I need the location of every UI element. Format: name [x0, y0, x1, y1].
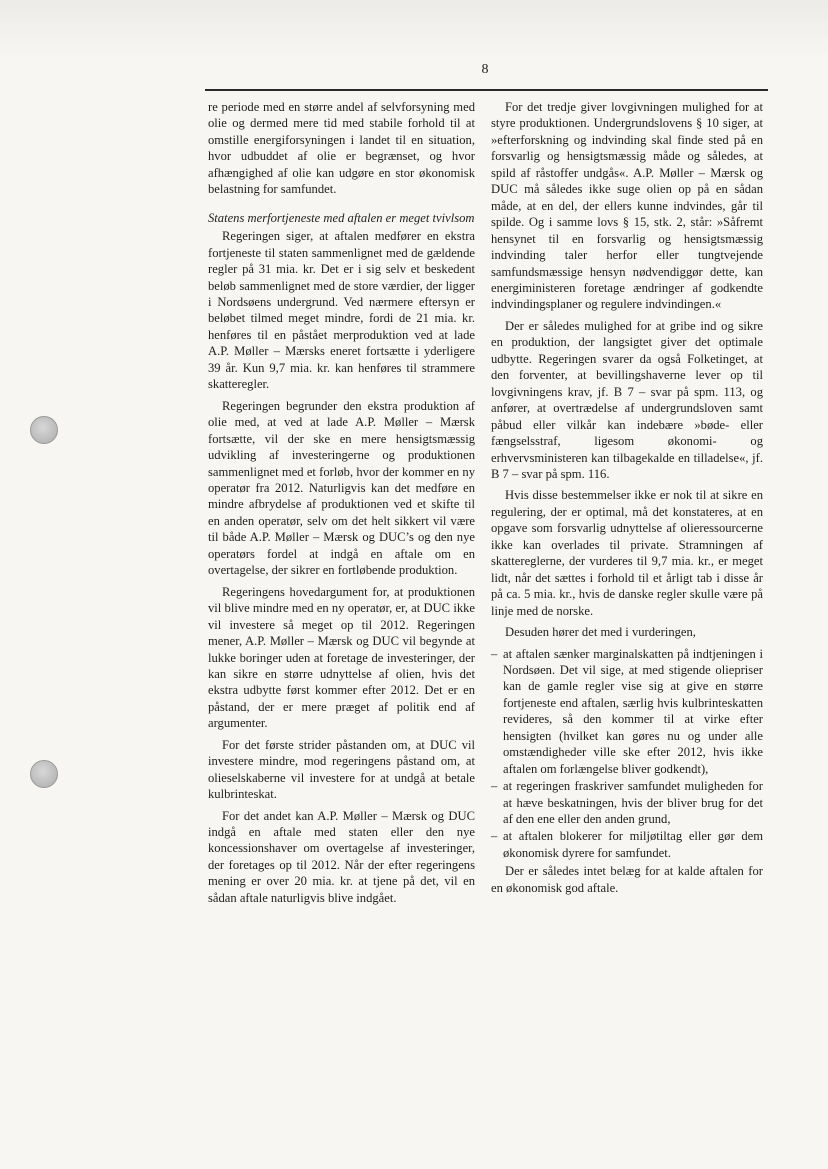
bullet-list	[491, 646, 763, 862]
left-paragraph-6: For det andet kan A.P. Møller – Mærsk og DUC indgå en aftale med staten eller den nye koncessionshaver om overtagelse af investeringer, der foretages op til 2012. Når der efter regeringens mening er over 20 mia. kr. at tjene på det, vil en sådan aftale naturligvis blive indgået.	[208, 808, 475, 905]
right-paragraph-3: Hvis disse bestemmelser ikke er nok til at sikre en regulering, der er optimal, må det konstateres, at en opgave som forsvarlig udnyttelse af olieressourcerne ikke kan overlades til private. Stramningen af skattereglerne, der vurderes til 9,7 mia. kr., er meget lidt, når det sættes i forhold til et årligt tab i disse år på ca. 5 mia. kr., hvis de danske regler skulle være på linje med de norske.	[491, 488, 763, 618]
left-paragraph-5: For det første strider påstanden om, at DUC vil investere mindre, mod regeringens påstand om, at olieselskaberne vil investere for at undgå at betale kulbrinteskat.	[208, 737, 475, 802]
left-paragraph-3: Regeringen begrunder den ekstra produktion af olie med, at ved at lade A.P. Møller – Mærsk fortsætte, vil der ske en mere hensigtsmæssig udvikling af investeringerne og produktionen sammenlignet med et forløb, hvor der kommer en ny operatør fra 2012. Naturligvis kan det medføre en mindre afbrydelse af produktionen ved et skifte til en anden operatør, selv om det helt sikkert vil være til både A.P. Møller – Mærsk og DUC’s og den nye operatørs fordel at indgå en aftale om en overtagelse, der sikrer en fortløbende produktion.	[208, 398, 475, 578]
bullet-text: at aftalen blokerer for miljøtiltag eller gør dem økonomisk dyrere for samfundet.	[503, 829, 763, 860]
right-paragraph-1: For det tredje giver lovgivningen mulighed for at styre produktionen. Undergrundslovens § 10 siger, at »efterforskning og indvinding skal finde sted på en forsvarlig og hensigtsmæssig måde og således, at spild af råstoffer undgås«. A.P. Møller – Mærsk og DUC må således ikke suge olien op på en sådan måde, at en del, der ellers kunne indvindes, går til spilde. Og i samme lovs § 15, stk. 2, står: »Såfremt hensynet til en forsvarlig og hensigtsmæssig indvinding taler herfor eller tungtvejende samfundsmæssige hensyn nødvendiggør dette, kan energiministeren foretage ændringer af godkendte indvindingsplaner og regulere indvindingen.«	[491, 100, 763, 312]
right-paragraph-2: Der er således mulighed for at gribe ind og sikre en produktion, der langsigtet giver det optimale udbytte. Regeringen svarer da også Folketinget, at den forventer, at bevillingshaverne lever op til lovgivningens krav, jf. B 7 – svar på spm. 113, og anfører, at overtrædelse af undergrundsloven samt påbud eller vilkår kan indebære »bøde- eller fængselsstraf, ligesom økonomi- og erhvervsministeren kan tilbagekalde en tilladelse«, jf. B 7 – svar på spm. 116.	[491, 318, 763, 481]
header-rule	[205, 89, 768, 91]
right-paragraph-4: Desuden hører det med i vurderingen,	[505, 625, 696, 640]
right-column	[491, 99, 763, 901]
left-paragraph-2: Regeringen siger, at aftalen medfører en ekstra fortjeneste til staten sammenlignet med de gældende regler på 31 mia. kr. Det er i sig selv et beskedent beløb sammenlignet med de store værdier, der ligger i Nordsøens undergrund. Ved nærmere eftersyn er beløbet tilmed meget mindre, fordi de 21 mia. kr. henføres til en påstået merproduktion ved at lade A.P. Møller – Mærsks eneret fortsætte i yderligere 39 år. Kun 9,7 mia. kr. kan henføres til strammere skatteregler.	[208, 229, 475, 392]
punch-hole-top	[30, 416, 58, 444]
left-paragraph-4: Regeringens hovedargument for, at produktionen vil blive mindre med en ny operatør, er, at DUC ikke vil investere så meget op til 2012. Regeringen mener, A.P. Møller – Mærsk og DUC vil begynde at lukke boringer uden at foretage de investeringer, der kan sikre en større udnyttelse af olien, hvis det ekstra udbytte først kommer efter 2012. Det er en påstand, der er mere præget af politik end af argumenter.	[208, 584, 475, 731]
left-paragraph-1: re periode med en større andel af selvforsyning med olie og dermed mere tid med stabile forhold til at omstille energiforsyningen i landet til en situation, hvor udbuddet af olie er begrænset, og hvor afhængighed af olie kan udgøre en stor økonomisk belastning for samfundet.	[208, 100, 475, 197]
bullet-item	[491, 828, 763, 861]
bullet-item	[491, 778, 763, 827]
bullet-text: at regeringen fraskriver samfundet muligheden for at hæve beskatningen, hvis der bliver brug for det af den ene eller den anden grund,	[503, 779, 763, 827]
scan-shading	[0, 0, 828, 60]
bullet-dash: –	[491, 646, 498, 661]
bullet-dash: –	[491, 829, 498, 844]
section-heading: Statens merfortjeneste med aftalen er meget tvivlsom	[208, 210, 475, 225]
punch-hole-bottom	[30, 760, 58, 788]
bullet-item	[491, 646, 763, 778]
right-paragraph-5: Der er således intet belæg for at kalde aftalen for en økonomisk god aftale.	[491, 864, 763, 895]
bullet-dash: –	[491, 779, 498, 794]
bullet-text: at aftalen sænker marginalskatten på indtjeningen i Nordsøen. Det vil sige, at med stigende oliepriser kan de gamle regler vise sig at give en større fortjeneste end aftalen, særlig hvis kulbrinteskatten revideres, så den kommer til at virke efter hensigten (hvilket kan gøres nu og under alle omstændigheder ville ske efter 2012, hvis ikke aftalen om forlængelse bliver godkendt),	[503, 646, 763, 776]
page-number: 8	[481, 62, 489, 77]
left-column	[208, 99, 475, 911]
